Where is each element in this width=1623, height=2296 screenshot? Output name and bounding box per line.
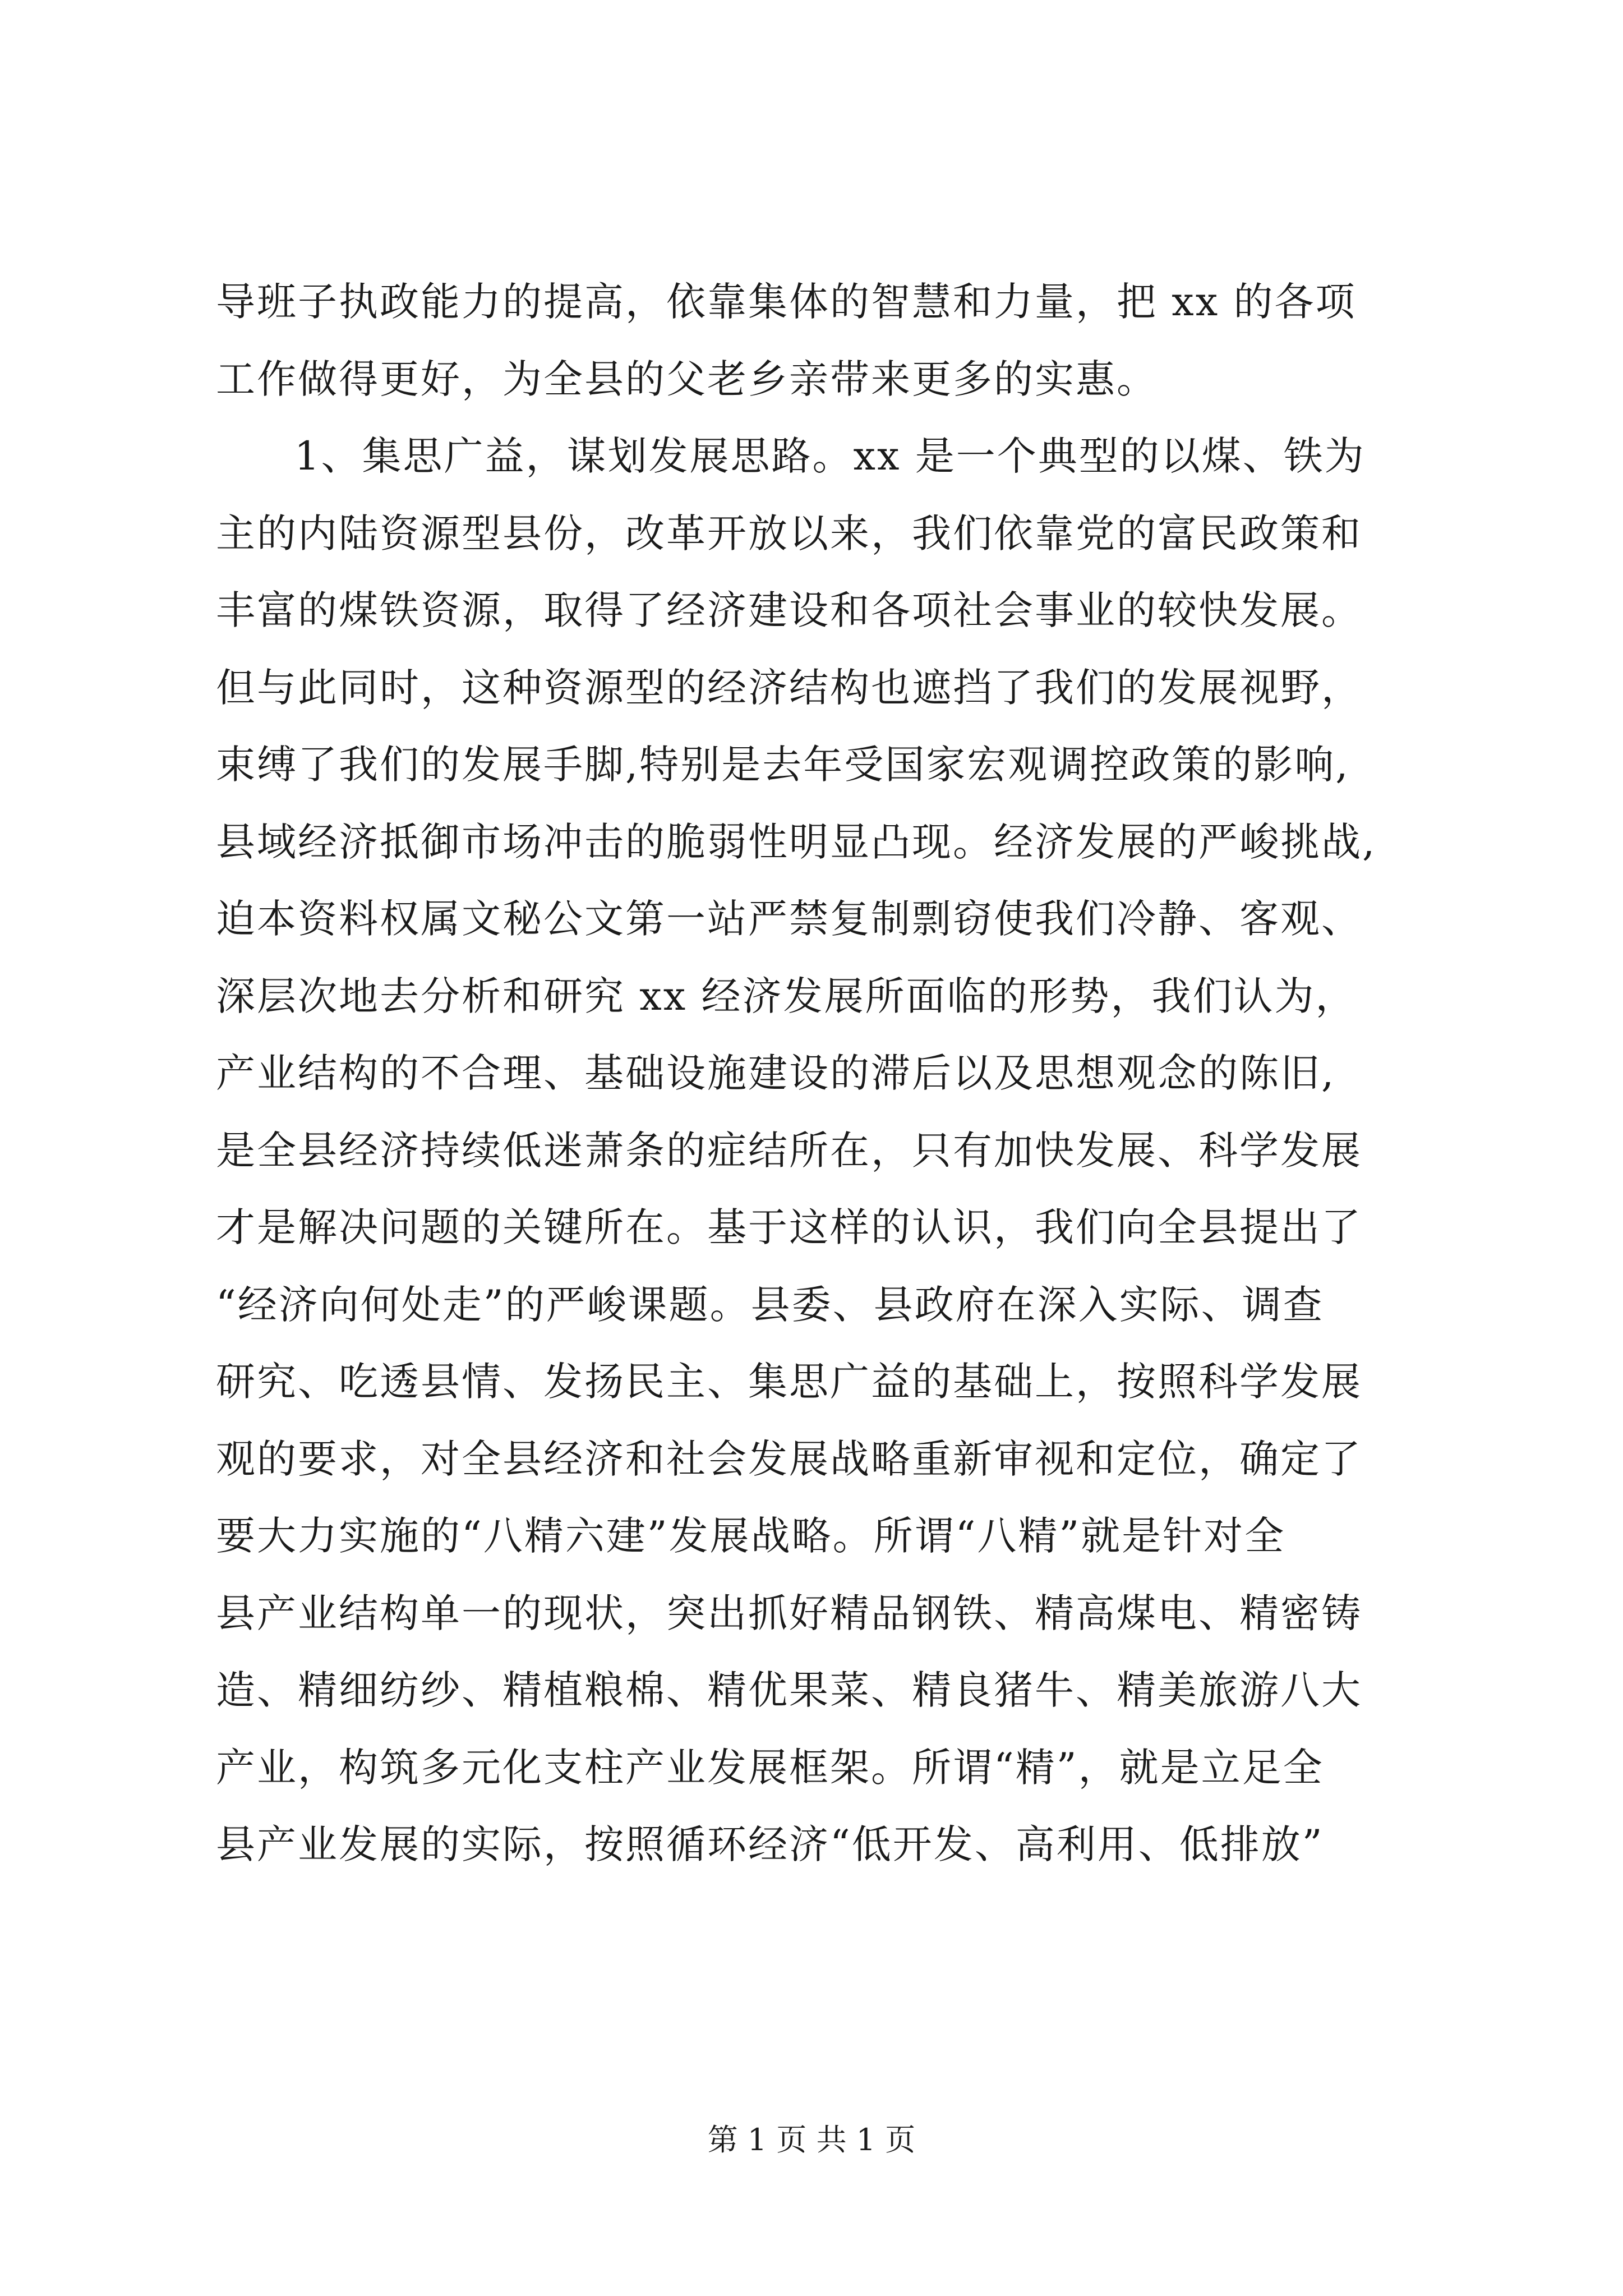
text-line: 要大力实施的“八精六建”发展战略。所谓“八精”就是针对全 xyxy=(216,1513,1286,1559)
text-line: 产业，构筑多元化支柱产业发展框架。所谓“精”，就是立足全 xyxy=(216,1744,1324,1791)
page-footer: 第 1 页 共 1 页 xyxy=(707,2122,916,2157)
text-line: 主的内陆资源型县份，改革开放以来，我们依靠党的富民政策和 xyxy=(216,510,1362,556)
text-line: 造、精细纺纱、精植粮棉、精优果菜、精良猪牛、精美旅游八大 xyxy=(216,1667,1362,1713)
text-line: 但与此同时，这种资源型的经济结构也遮挡了我们的发展视野， xyxy=(216,664,1362,711)
text-line: 县产业结构单一的现状，突出抓好精品钢铁、精高煤电、精密铸 xyxy=(216,1590,1362,1636)
text-line: 研究、吃透县情、发扬民主、集思广益的基础上，按照科学发展 xyxy=(216,1359,1362,1405)
text-line: 才是解决问题的关键所在。基于这样的认识，我们向全县提出了 xyxy=(216,1204,1362,1250)
paragraph-first-line: 1、集思广益，谋划发展思路。xx 是一个典型的以煤、铁为 xyxy=(294,433,1366,479)
text-line: 丰富的煤铁资源，取得了经济建设和各项社会事业的较快发展。 xyxy=(216,587,1362,633)
text-line: 导班子执政能力的提高，依靠集体的智慧和力量，把 xx 的各项 xyxy=(216,279,1357,325)
text-line: 县域经济抵御市场冲击的脆弱性明显凸现。经济发展的严峻挑战, xyxy=(216,818,1377,865)
text-line: 是全县经济持续低迷萧条的症结所在，只有加快发展、科学发展 xyxy=(216,1127,1362,1174)
body-text xyxy=(216,264,1410,1884)
text-line: 县产业发展的实际，按照循环经济“低开发、高利用、低排放” xyxy=(216,1821,1324,1867)
text-line: 束缚了我们的发展手脚,特别是去年受国家宏观调控政策的影响, xyxy=(216,742,1350,788)
text-line: “经济向何处走”的严峻课题。县委、县政府在深入实际、调查 xyxy=(216,1281,1324,1328)
text-line: 工作做得更好，为全县的父老乡亲带来更多的实惠。 xyxy=(216,356,1158,402)
text-line: 产业结构的不合理、基础设施建设的滞后以及思想观念的陈旧, xyxy=(216,1050,1336,1096)
text-line: 观的要求，对全县经济和社会发展战略重新审视和定位，确定了 xyxy=(216,1435,1362,1482)
text-line: 深层次地去分析和研究 xx 经济发展所面临的形势，我们认为， xyxy=(216,973,1357,1019)
text-line: 迫本资料权属文秘公文第一站严禁复制剽窃使我们冷静、客观、 xyxy=(216,896,1362,942)
